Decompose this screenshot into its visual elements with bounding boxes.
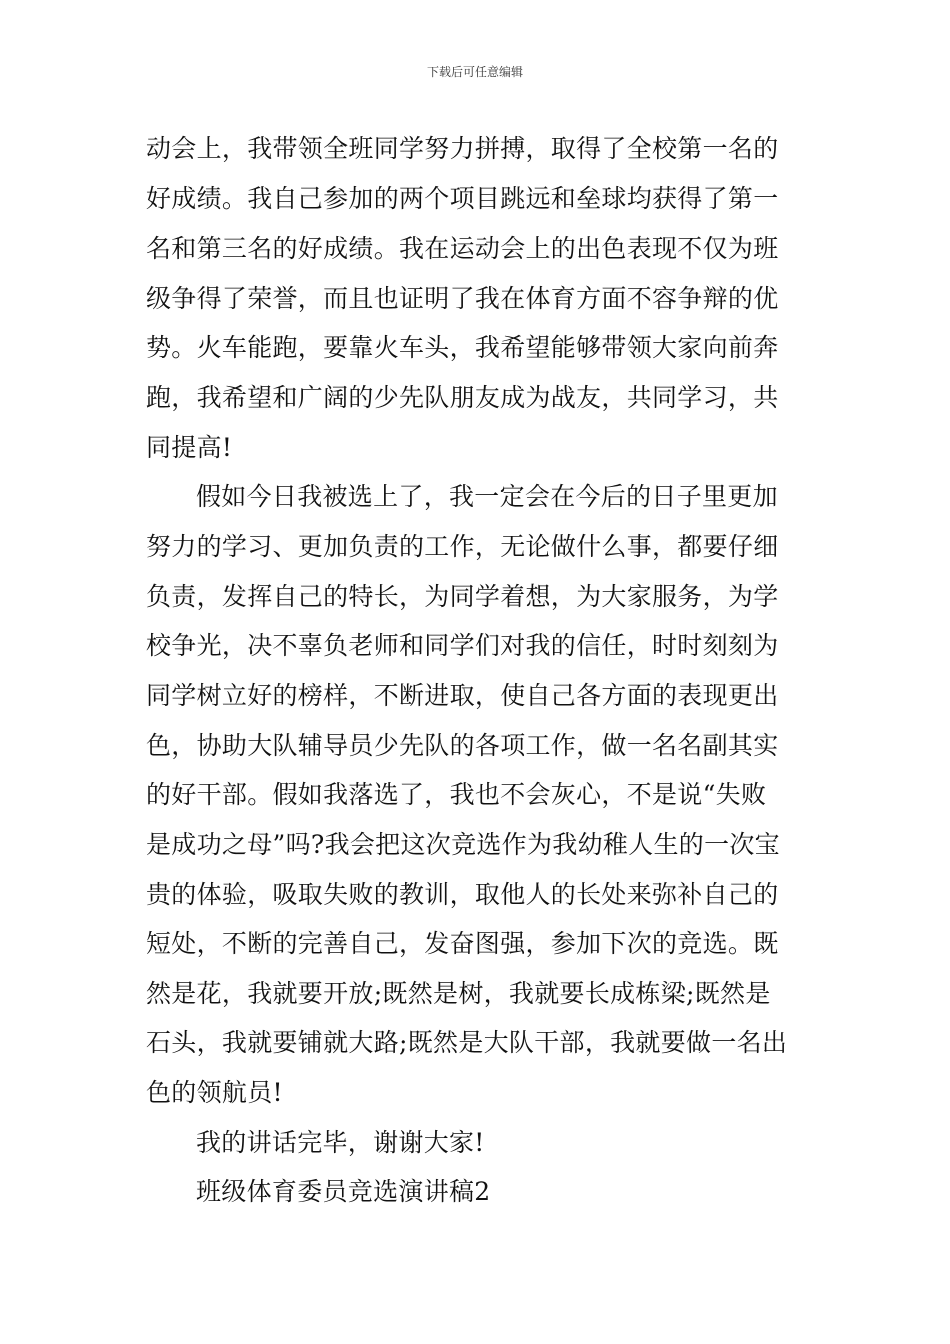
paragraph-2-line-1: 假如今日我被选上了，我一定会在今后的日子里更加 xyxy=(196,482,778,511)
paragraph-2-line-9: 贵的体验，吸取失败的教训，取他人的长处来弥补自己的 xyxy=(146,880,779,909)
paragraph-2-line-4: 校争光，决不辜负老师和同学们对我的信任，时时刻刻为 xyxy=(146,631,779,660)
page-header: 下载后可任意编辑 xyxy=(426,65,523,79)
paragraph-1-line-3: 名和第三名的好成绩。我在运动会上的出色表现不仅为班 xyxy=(146,234,779,263)
paragraph-2-line-5: 同学树立好的榜样，不断进取，使自己各方面的表现更出 xyxy=(146,681,779,710)
paragraph-1-line-7: 同提高! xyxy=(146,433,233,462)
paragraph-1-line-6: 跑，我希望和广阔的少先队朋友成为战友，共同学习，共 xyxy=(146,383,779,412)
paragraph-2-line-6: 色，协助大队辅导员少先队的各项工作，做一名名副其实 xyxy=(146,731,779,760)
paragraph-2-line-3: 负责，发挥自己的特长，为同学着想，为大家服务，为学 xyxy=(146,582,779,611)
paragraph-1-line-2: 好成绩。我自己参加的两个项目跳远和垒球均获得了第一 xyxy=(146,184,779,213)
paragraph-2-line-12: 石头，我就要铺就大路;既然是大队干部，我就要做一名出 xyxy=(146,1028,788,1057)
paragraph-2-line-7: 的好干部。假如我落选了，我也不会灰心，不是说“失败 xyxy=(146,780,767,809)
paragraph-2-line-11: 然是花，我就要开放;既然是树，我就要长成栋梁;既然是 xyxy=(146,979,771,1008)
paragraph-2-line-13: 色的领航员! xyxy=(146,1078,283,1107)
paragraph-1-line-4: 级争得了荣誉，而且也证明了我在体育方面不容争辩的优 xyxy=(146,284,779,313)
paragraph-1-line-1: 动会上，我带领全班同学努力拼搏，取得了全校第一名的 xyxy=(146,134,779,163)
next-section-title: 班级体育委员竞选演讲稿2 xyxy=(196,1177,491,1206)
paragraph-2-line-10: 短处，不断的完善自己，发奋图强，参加下次的竞选。既 xyxy=(146,929,779,958)
paragraph-2-line-2: 努力的学习、更加负责的工作，无论做什么事，都要仔细 xyxy=(146,532,779,561)
closing-remark: 我的讲话完毕，谢谢大家! xyxy=(196,1128,485,1157)
paragraph-2-line-8: 是成功之母”吗?我会把这次竞选作为我幼稚人生的一次宝 xyxy=(146,830,780,859)
paragraph-1-line-5: 势。火车能跑，要靠火车头，我希望能够带领大家向前奔 xyxy=(146,333,779,362)
